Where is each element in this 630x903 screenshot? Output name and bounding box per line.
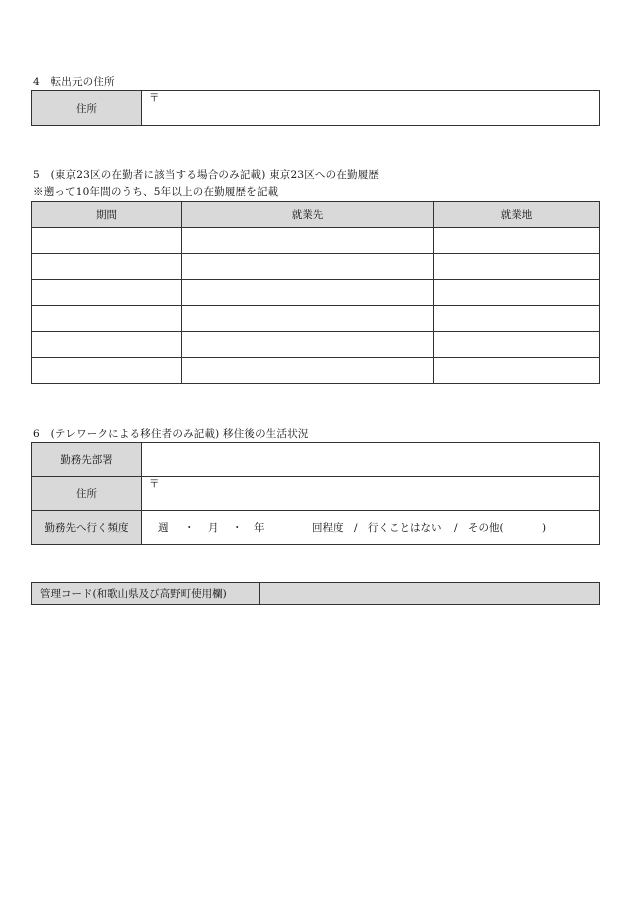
table-row: [32, 280, 600, 306]
period-cell[interactable]: [32, 254, 182, 280]
section5-note: ※遡って10年間のうち、5年以上の在勤履歴を記載: [33, 186, 279, 198]
telework-table: [31, 442, 600, 545]
freq-week: 週: [158, 522, 169, 534]
freq-options: [142, 520, 599, 535]
freq-other-close: ): [542, 521, 547, 534]
admin-code-label: 管理コード(和歌山県及び高野町使用欄): [32, 583, 260, 605]
table-row: [32, 254, 600, 280]
workplace-cell[interactable]: [434, 358, 600, 384]
employer-cell[interactable]: [182, 332, 434, 358]
period-cell[interactable]: [32, 228, 182, 254]
section6-heading: 6 (テレワークによる移住者のみ記載) 移住後の生活状況: [33, 428, 309, 440]
freq-field[interactable]: [142, 511, 600, 545]
period-cell[interactable]: [32, 306, 182, 332]
section5-heading: 5 (東京23区の在勤者に該当する場合のみ記載) 東京23区への在勤履歴: [33, 169, 380, 181]
address-label: 住所: [32, 91, 142, 126]
postal-mark: 〒: [149, 478, 160, 490]
new-address-label: 住所: [32, 477, 142, 511]
table-row: [32, 306, 600, 332]
column-header-period: 期間: [32, 202, 182, 228]
table-row: [32, 228, 600, 254]
freq-month: 月: [208, 522, 219, 534]
freq-year: 年: [254, 522, 265, 534]
admin-code-table: [31, 582, 600, 605]
dept-label: 勤務先部署: [32, 443, 142, 477]
workplace-cell[interactable]: [434, 332, 600, 358]
employer-cell[interactable]: [182, 306, 434, 332]
section4-table: [31, 90, 600, 126]
admin-code-field[interactable]: [260, 583, 600, 605]
period-cell[interactable]: [32, 280, 182, 306]
freq-times: 回程度: [312, 522, 344, 534]
table-row: [32, 332, 600, 358]
freq-slash: /: [454, 521, 458, 534]
freq-dot: ・: [184, 522, 195, 534]
freq-dot: ・: [232, 522, 243, 534]
column-header-employer: 就業先: [182, 202, 434, 228]
section4-heading: 4 転出元の住所: [33, 76, 115, 88]
column-header-workplace: 就業地: [434, 202, 600, 228]
employer-cell[interactable]: [182, 358, 434, 384]
workplace-cell[interactable]: [434, 280, 600, 306]
period-cell[interactable]: [32, 332, 182, 358]
freq-slash: /: [354, 521, 358, 534]
freq-other: その他(: [468, 522, 504, 534]
employer-cell[interactable]: [182, 228, 434, 254]
employer-cell[interactable]: [182, 254, 434, 280]
period-cell[interactable]: [32, 358, 182, 384]
dept-field[interactable]: [142, 443, 600, 477]
table-row: [32, 358, 600, 384]
address-field[interactable]: [142, 91, 600, 126]
postal-mark: 〒: [149, 92, 160, 104]
freq-label: 勤務先へ行く頻度: [32, 511, 142, 545]
employer-cell[interactable]: [182, 280, 434, 306]
work-history-table: [31, 201, 600, 384]
workplace-cell[interactable]: [434, 254, 600, 280]
workplace-cell[interactable]: [434, 228, 600, 254]
workplace-cell[interactable]: [434, 306, 600, 332]
freq-never: 行くことはない: [368, 522, 442, 534]
new-address-field[interactable]: [142, 477, 600, 511]
